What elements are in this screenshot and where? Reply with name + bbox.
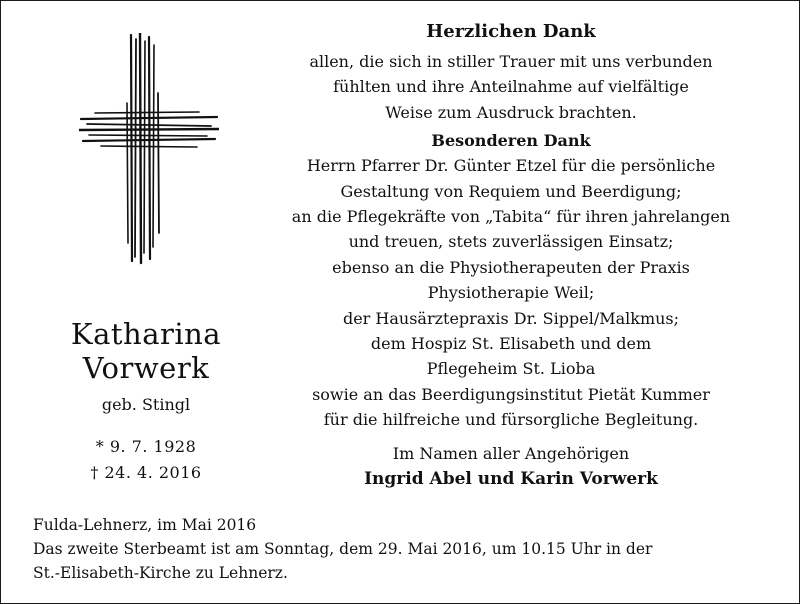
special-thanks-line: für die hilfreiche und fürsorgliche Begleitung. bbox=[323, 410, 699, 430]
birth-date: * 9. 7. 1928 bbox=[95, 437, 197, 456]
thanks-section bbox=[261, 19, 761, 492]
special-thanks-line: der Hausärztepraxis Dr. Sippel/Malkmus; bbox=[342, 308, 680, 328]
cross-icon bbox=[79, 33, 219, 265]
service-notice-line: Das zweite Sterbeamt ist am Sonntag, dem 29. Mai 2016, um 10.15 Uhr in der bbox=[33, 540, 653, 558]
death-date: † 24. 4. 2016 bbox=[90, 463, 202, 482]
deceased-last-name: Vorwerk bbox=[82, 351, 210, 385]
thanks-line: fühlten und ihre Anteilnahme auf vielfältige bbox=[333, 77, 689, 97]
special-thanks-line: Herrn Pfarrer Dr. Günter Etzel für die persönliche bbox=[306, 156, 716, 176]
footer-notice bbox=[33, 513, 773, 585]
thanks-heading: Herzlichen Dank bbox=[426, 21, 596, 42]
birth-name: geb. Stingl bbox=[101, 395, 191, 414]
special-thanks-line: Physiotherapie Weil; bbox=[427, 283, 595, 303]
on-behalf-line: Im Namen aller Angehörigen bbox=[392, 443, 630, 463]
special-thanks-line: und treuen, stets zuverlässigen Einsatz; bbox=[348, 232, 674, 252]
special-thanks-line: Gestaltung von Requiem und Beerdigung; bbox=[340, 181, 682, 201]
thanks-line: allen, die sich in stiller Trauer mit uns verbunden bbox=[309, 52, 713, 71]
special-thanks-line: ebenso an die Physiotherapeuten der Praxis bbox=[332, 257, 690, 277]
service-notice-line: St.-Elisabeth-Kirche zu Lehnerz. bbox=[33, 564, 288, 582]
place-date: Fulda-Lehnerz, im Mai 2016 bbox=[33, 516, 257, 534]
special-thanks-heading: Besonderen Dank bbox=[431, 131, 591, 151]
deceased-first-name: Katharina bbox=[70, 317, 222, 351]
thanks-line: Weise zum Ausdruck brachten. bbox=[385, 102, 637, 122]
special-thanks-line: an die Pflegekräfte von „Tabita“ für ihren jahrelangen bbox=[291, 207, 731, 227]
special-thanks-line: Pflegeheim St. Lioba bbox=[426, 359, 596, 379]
special-thanks-line: dem Hospiz St. Elisabeth und dem bbox=[370, 334, 652, 354]
signatories: Ingrid Abel und Karin Vorwerk bbox=[364, 469, 658, 490]
special-thanks-line: sowie an das Beerdigungsinstitut Pietät Kummer bbox=[312, 384, 710, 404]
